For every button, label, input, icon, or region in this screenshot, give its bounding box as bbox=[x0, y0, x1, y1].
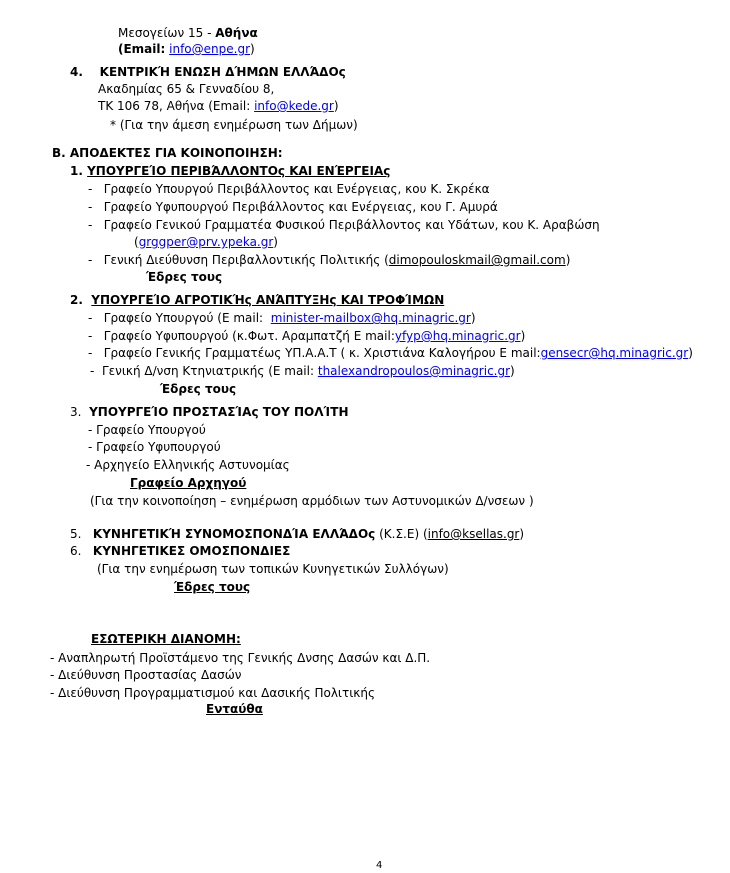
ypaat-item-3: - Γραφείο Γενικής Γραμματέως ΥΠ.Α.Α.Τ ( κ. Χριστιάνα Καλογήρου Ε mail:gensecr@hq.minagric.gr) bbox=[88, 346, 693, 360]
ypen-item-1: - Γραφείο Υπουργού Περιβάλλοντος και Ενέργειας, κου Κ. Σκρέκα bbox=[88, 182, 490, 196]
enpe-email-link[interactable]: info@enpe.gr bbox=[169, 42, 250, 56]
ypen-title: ΥΠΟΥΡΓΕΊΟ ΠΕΡΙΒΆΛΛΟΝΤΟς ΚΑΙ ΕΝΈΡΓΕΙΑς bbox=[87, 164, 391, 178]
kede-email-link[interactable]: info@kede.gr bbox=[254, 99, 334, 113]
ypen-heading bbox=[70, 164, 390, 179]
internal-here: Ενταύθα bbox=[206, 702, 263, 716]
ypro-note: (Για την κοινοποίηση – ενημέρωση αρμόδιων των Αστυνομικών Δ/νσεων ) bbox=[90, 494, 534, 508]
ypro-heading bbox=[70, 405, 349, 420]
internal-item-1: - Αναπληρωτή Προϊστάμενο της Γενικής Δνσης Δασών και Δ.Π. bbox=[50, 651, 431, 665]
kede-heading bbox=[70, 65, 346, 80]
kse-line: 5. ΚΥΝΗΓΕΤΙΚΉ ΣΥΝΟΜΟΣΠΟΝΔΊΑ ΕΛΛΆΔΟς (Κ.Σ.Ε) (info@ksellas.gr) bbox=[70, 527, 525, 541]
kede-num: 4. bbox=[70, 65, 83, 79]
kse-abbr: (Κ.Σ.Ε) ( bbox=[379, 527, 428, 541]
ypaat-item-4: - Γενική Δ/νση Κτηνιατρικής (Ε mail: thalexandropoulos@minagric.gr) bbox=[90, 364, 515, 378]
ypen-item-2: - Γραφείο Υφυπουργού Περιβάλλοντος και Ενέργειας, κου Γ. Αμυρά bbox=[88, 200, 498, 214]
ypaat-item-1-email-link[interactable]: minister-mailbox@hq.minagric.gr bbox=[270, 311, 471, 325]
enpe-city: Αθήνα bbox=[215, 26, 258, 40]
ypaat-item-2-email-link[interactable]: yfyp@hq.minagric.gr bbox=[394, 329, 521, 343]
ko-seat: Έδρες τους bbox=[174, 580, 251, 594]
ko-num: 6. bbox=[70, 544, 82, 558]
enpe-address-line bbox=[118, 26, 258, 41]
ypaat-heading bbox=[70, 293, 444, 308]
kse-title: ΚΥΝΗΓΕΤΙΚΉ ΣΥΝΟΜΟΣΠΟΝΔΊΑ ΕΛΛΆΔΟς bbox=[92, 527, 376, 541]
ypaat-title: ΥΠΟΥΡΓΕΊΟ ΑΓΡΟΤΙΚΉς ΑΝΆΠΤΥΞΗς ΚΑΙ ΤΡΟΦΊΜΩΝ bbox=[91, 293, 445, 307]
section-b-title: Β. ΑΠΟΔΕΚΤΕΣ ΓΙΑ ΚΟΙΝΟΠΟΙΗΣΗ: bbox=[52, 146, 283, 160]
ypro-item-2: - Γραφείο Υφυπουργού bbox=[88, 440, 221, 454]
enpe-email-line bbox=[118, 42, 255, 57]
kede-title: ΚΕΝΤΡΙΚΉ ΕΝΩΣΗ ΔΉΜΩΝ ΕΛΛΆΔΟς bbox=[99, 65, 346, 79]
ko-note: (Για την ενημέρωση των τοπικών Κυνηγετικών Συλλόγων) bbox=[97, 562, 449, 576]
ypaat-num: 2. bbox=[70, 293, 83, 307]
kse-num: 5. bbox=[70, 527, 82, 541]
internal-title: ΕΣΩΤΕΡΙΚΗ ΔΙΑΝΟΜΗ: bbox=[91, 632, 241, 646]
internal-item-3: - Διεύθυνση Προγραμματισμού και Δασικής Πολιτικής bbox=[50, 686, 375, 700]
ypaat-item-3-email-link[interactable]: gensecr@hq.minagric.gr bbox=[540, 346, 689, 360]
ypro-title: ΥΠΟΥΡΓΕΊΟ ΠΡΟΣΤΑΣΊΑς ΤΟΥ ΠΟΛΊΤΗ bbox=[89, 405, 349, 419]
kede-email-close: ) bbox=[333, 99, 339, 113]
enpe-address: Μεσογείων 15 - bbox=[118, 26, 212, 40]
ypaat-item-4-email-link[interactable]: thalexandropoulos@minagric.gr bbox=[317, 364, 511, 378]
ypaat-seat: Έδρες τους bbox=[160, 382, 237, 396]
ypen-seat: Έδρες τους bbox=[146, 270, 223, 284]
ko-title: ΚΥΝΗΓΕΤΙΚΕΣ ΟΜΟΣΠΟΝΔΙΕΣ bbox=[92, 544, 291, 558]
kede-address2: ΤΚ 106 78, Αθήνα (Email: bbox=[98, 99, 251, 113]
ko-line bbox=[70, 544, 290, 559]
ypen-item-3-email-line: (grggper@prv.ypeka.gr) bbox=[134, 235, 278, 249]
ypro-office: Γραφείο Αρχηγού bbox=[130, 476, 247, 490]
ypen-item-4: - Γενική Διεύθυνση Περιβαλλοντικής Πολιτικής (dimopouloskmail@gmail.com) bbox=[88, 253, 571, 267]
enpe-email-close: ) bbox=[250, 42, 255, 56]
enpe-email-label: (Email: bbox=[118, 42, 166, 56]
kede-note: * (Για την άμεση ενημέρωση των Δήμων) bbox=[110, 118, 358, 132]
ypaat-item-1: - Γραφείο Υπουργού (Ε mail: minister-mailbox@hq.minagric.gr) bbox=[88, 311, 476, 325]
ypen-item-4-email-link[interactable]: dimopouloskmail@gmail.com bbox=[388, 253, 566, 267]
ypen-item-3: - Γραφείο Γενικού Γραμματέα Φυσικού Περιβάλλοντος και Υδάτων, κου Κ. Αραβώση bbox=[88, 218, 600, 232]
internal-item-2: - Διεύθυνση Προστασίας Δασών bbox=[50, 668, 242, 682]
ypaat-item-2: - Γραφείο Υφυπουργού (κ.Φωτ. Αραμπατζή Ε mail:yfyp@hq.minagric.gr) bbox=[88, 329, 526, 343]
kse-email-link[interactable]: info@ksellas.gr bbox=[427, 527, 520, 541]
ypro-num: 3. bbox=[70, 405, 82, 419]
ypro-item-3: - Αρχηγείο Ελληνικής Αστυνομίας bbox=[86, 458, 290, 472]
ypen-item-3-email-link[interactable]: grggper@prv.ypeka.gr bbox=[138, 235, 274, 249]
ypen-num: 1. bbox=[70, 164, 83, 178]
ypro-item-1: - Γραφείο Υπουργού bbox=[88, 423, 206, 437]
kede-address1: Ακαδημίας 65 & Γενναδίου 8, bbox=[98, 82, 275, 96]
page-number: 4 bbox=[376, 860, 383, 871]
kede-address2-line bbox=[98, 99, 339, 114]
